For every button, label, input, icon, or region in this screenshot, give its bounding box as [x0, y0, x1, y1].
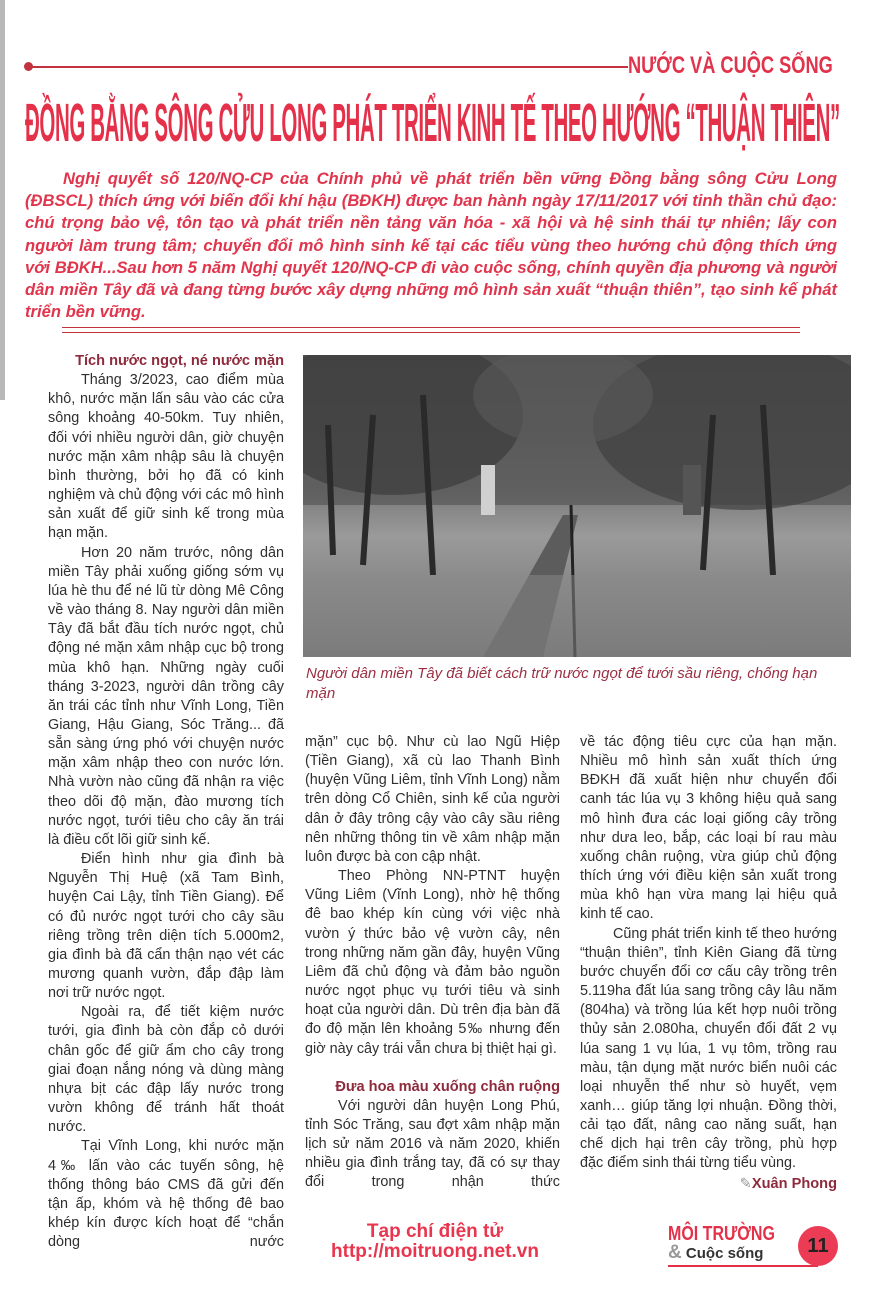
- paragraph: Hơn 20 năm trước, nông dân miền Tây phải xuống giống sớm vụ lúa hè thu để né lũ từ dòng Mê Công về vào tháng 8. Nay người dân miền Tây đã bắt đầu tích nước ngọt, chủ động né mặn xâm nhập cục bộ trong mùa khô hạn. Những ngày cuối tháng 3-2023, người dân trồng cây ăn trái các tỉnh như Vĩnh Long, Tiền Giang, Hậu Giang, Sóc Trăng... đã sẵn sàng ứng phó với chuyện nước mặn xâm nhập theo con nước lớn. Nhà vườn nào cũng đã nhận ra việc theo dõi độ mặn, đào mương tích nước ngọt, tưới tiêu cho cây ăn trái là điều cốt lõi giữ sinh kế.: [48, 544, 284, 848]
- lead-divider: [62, 327, 800, 333]
- paragraph: về tác động tiêu cực của hạn mặn. Nhiều mô hình sản xuất thích ứng BĐKH đã xuất hiện như chuyển đổi canh tác lúa vụ 3 không hiệu quả sang mô hình đưa các loại giống cây trồng như dưa leo, bắp, các loại bí rau màu xuống chân ruộng, vừa giúp chủ động thích ứng với điều kiện sản xuất trong mùa khô hạn vừa mang lại hiệu quả kinh tế cao.: [580, 734, 837, 923]
- article-photo: [303, 355, 851, 657]
- logo-bottom-row: [668, 1244, 793, 1262]
- durian-orchard-photo: [303, 355, 851, 657]
- paragraph: Tại Vĩnh Long, khi nước mặn 4‰ lấn vào các tuyến sông, hệ thống thông báo CMS đã gửi đến tận ấp, khóm và hệ thống đê bao khép kín được kích hoạt để “chắn dòng nước: [48, 1138, 284, 1251]
- pen-icon: ✎: [739, 1175, 752, 1192]
- author-byline: [580, 1175, 837, 1194]
- article-title: ĐỒNG BẰNG SÔNG CỬU LONG PHÁT TRIỂN KINH TẾ THEO HƯỚNG “THUẬN THIÊN”: [25, 93, 840, 153]
- subheading: Đưa hoa màu xuống chân ruộng: [335, 1078, 560, 1095]
- footer-website: [300, 1222, 570, 1262]
- footer-label: Tạp chí điện tử: [366, 1221, 504, 1242]
- paragraph: Ngoài ra, để tiết kiệm nước tưới, gia đình bà còn đắp cỏ dưới chân gốc để giữ ẩm cho cây trong giai đoạn nắng nóng và dùng màng nhựa bịt các đập lấy nước trong vườn không để tránh hất thoát nước.: [48, 1004, 284, 1136]
- scan-edge: [0, 0, 5, 400]
- page-number: 11: [798, 1226, 838, 1266]
- paragraph: mặn” cục bộ. Như cù lao Ngũ Hiệp (Tiền Giang), xã cù lao Thanh Bình (huyện Vũng Liêm, tỉnh Vĩnh Long) nằm trên dòng Cổ Chiên, sinh kế của người dân ở đây trông cậy vào cây sầu riêng nên những thông tin về xâm nhập mặn luôn được bà con cập nhật.: [305, 734, 560, 865]
- logo-ampersand: &: [668, 1242, 682, 1263]
- paragraph: Tháng 3/2023, cao điểm mùa khô, nước mặn lấn sâu vào các cửa sông khoảng 40-50km. Tuy nhiên, đối với nhiều người dân, giờ chuyện nước mặn xâm nhập sâu là chuyện bình thường, bởi họ đã có kinh nghiệm và chủ động với các mô hình sản xuất để giữ sinh kế trong mùa hạn mặn.: [48, 372, 284, 542]
- paragraph: Điển hình như gia đình bà Nguyễn Thị Huệ (xã Tam Bình, huyện Cai Lậy, tỉnh Tiền Giang). Để có đủ nước ngọt tưới cho cây sầu riêng trồng trên diện tích 5.000m2, gia đình bà đã cẩn thận nạo vét các mương quanh vườn, đắp đập làm nơi trữ nước ngọt.: [48, 851, 284, 1002]
- logo-top: MÔI TRƯỜNG: [668, 1223, 775, 1245]
- paragraph: Cũng phát triển kinh tế theo hướng “thuận thiên”, tỉnh Kiên Giang đã từng bước chuyển đổi cơ cấu cây trồng trên 5.119ha đất lúa sang trồng cây lâu năm (804ha) và trồng lúa kết hợp nuôi trồng thủy sản 2.080ha, chuyển đổi đất 2 vụ lúa sang 1 vụ lúa, 1 vụ tôm, trồng rau màu, tận dụng mặt nước biển nuôi các loại nhuyễn thể như sò huyết, vẹm xanh… giúp tăng lợi nhuận. Đồng thời, cải tạo đất, nâng cao năng suất, hạn chế dịch hại trên cây trồng, phù hợp đặc điểm sinh thái từng tiểu vùng.: [580, 925, 837, 1172]
- photo-caption: Người dân miền Tây đã biết cách trữ nước ngọt để tưới sầu riêng, chống hạn mặn: [306, 665, 818, 702]
- text-column-right: [580, 733, 837, 1194]
- paragraph: Theo Phòng NN-PTNT huyện Vũng Liêm (Vĩnh Long), nhờ hệ thống đê bao khép kín cùng với việc nhà vườn ý thức bảo vệ vườn cây, nên trong những năm gần đây, huyện Vũng Liêm đã chủ động và đảm bảo nguồn nước ngọt phục vụ tưới tiêu và sinh hoạt của người dân. Dù trên địa bàn đã đo độ mặn lên khoảng 5‰ nhưng đến giờ này cây trái vẫn chưa bị thiệt hại gì.: [305, 868, 560, 1057]
- article-lead: Nghị quyết số 120/NQ-CP của Chính phủ về phát triển bền vững Đồng bằng sông Cửu Long (ĐBSCL) thích ứng với biến đổi khí hậu (BĐKH) được ban hành ngày 17/11/2017 với tinh thần chủ đạo: chú trọng bảo vệ, tôn tạo và phát triển nền tảng văn hóa - xã hội và hệ sinh thái tự nhiên; lấy con người làm trung tâm; chuyển đổi mô hình sinh kế tại các tiểu vùng theo hướng chủ động thích ứng với BĐKH...Sau hơn 5 năm Nghị quyết 120/NQ-CP đi vào cuộc sống, chính quyền địa phương và người dân miền Tây đã và đang từng bước xây dựng những mô hình sản xuất “thuận thiên”, tạo sinh kế phát triển bền vững.: [25, 169, 837, 322]
- header-rule: [28, 66, 628, 68]
- text-column-left: [48, 352, 284, 1252]
- section-label: NƯỚC VÀ CUỘC SỐNG: [628, 52, 833, 79]
- paragraph: Với người dân huyện Long Phú, tỉnh Sóc Trăng, sau đợt xâm nhập mặn lịch sử năm 2016 và năm 2020, khiến nhiều gia đình trắng tay, đã có sự thay đổi trong nhận thức: [305, 1097, 560, 1191]
- author-name: Xuân Phong: [751, 1175, 837, 1192]
- footer-url[interactable]: http://moitruong.net.vn: [331, 1241, 539, 1262]
- logo-bottom: Cuộc sống: [685, 1245, 764, 1262]
- text-column-middle: [305, 733, 560, 1193]
- logo-underline: [668, 1265, 818, 1267]
- subheading: Tích nước ngọt, né nước mặn: [75, 353, 284, 369]
- magazine-logo: [668, 1224, 793, 1262]
